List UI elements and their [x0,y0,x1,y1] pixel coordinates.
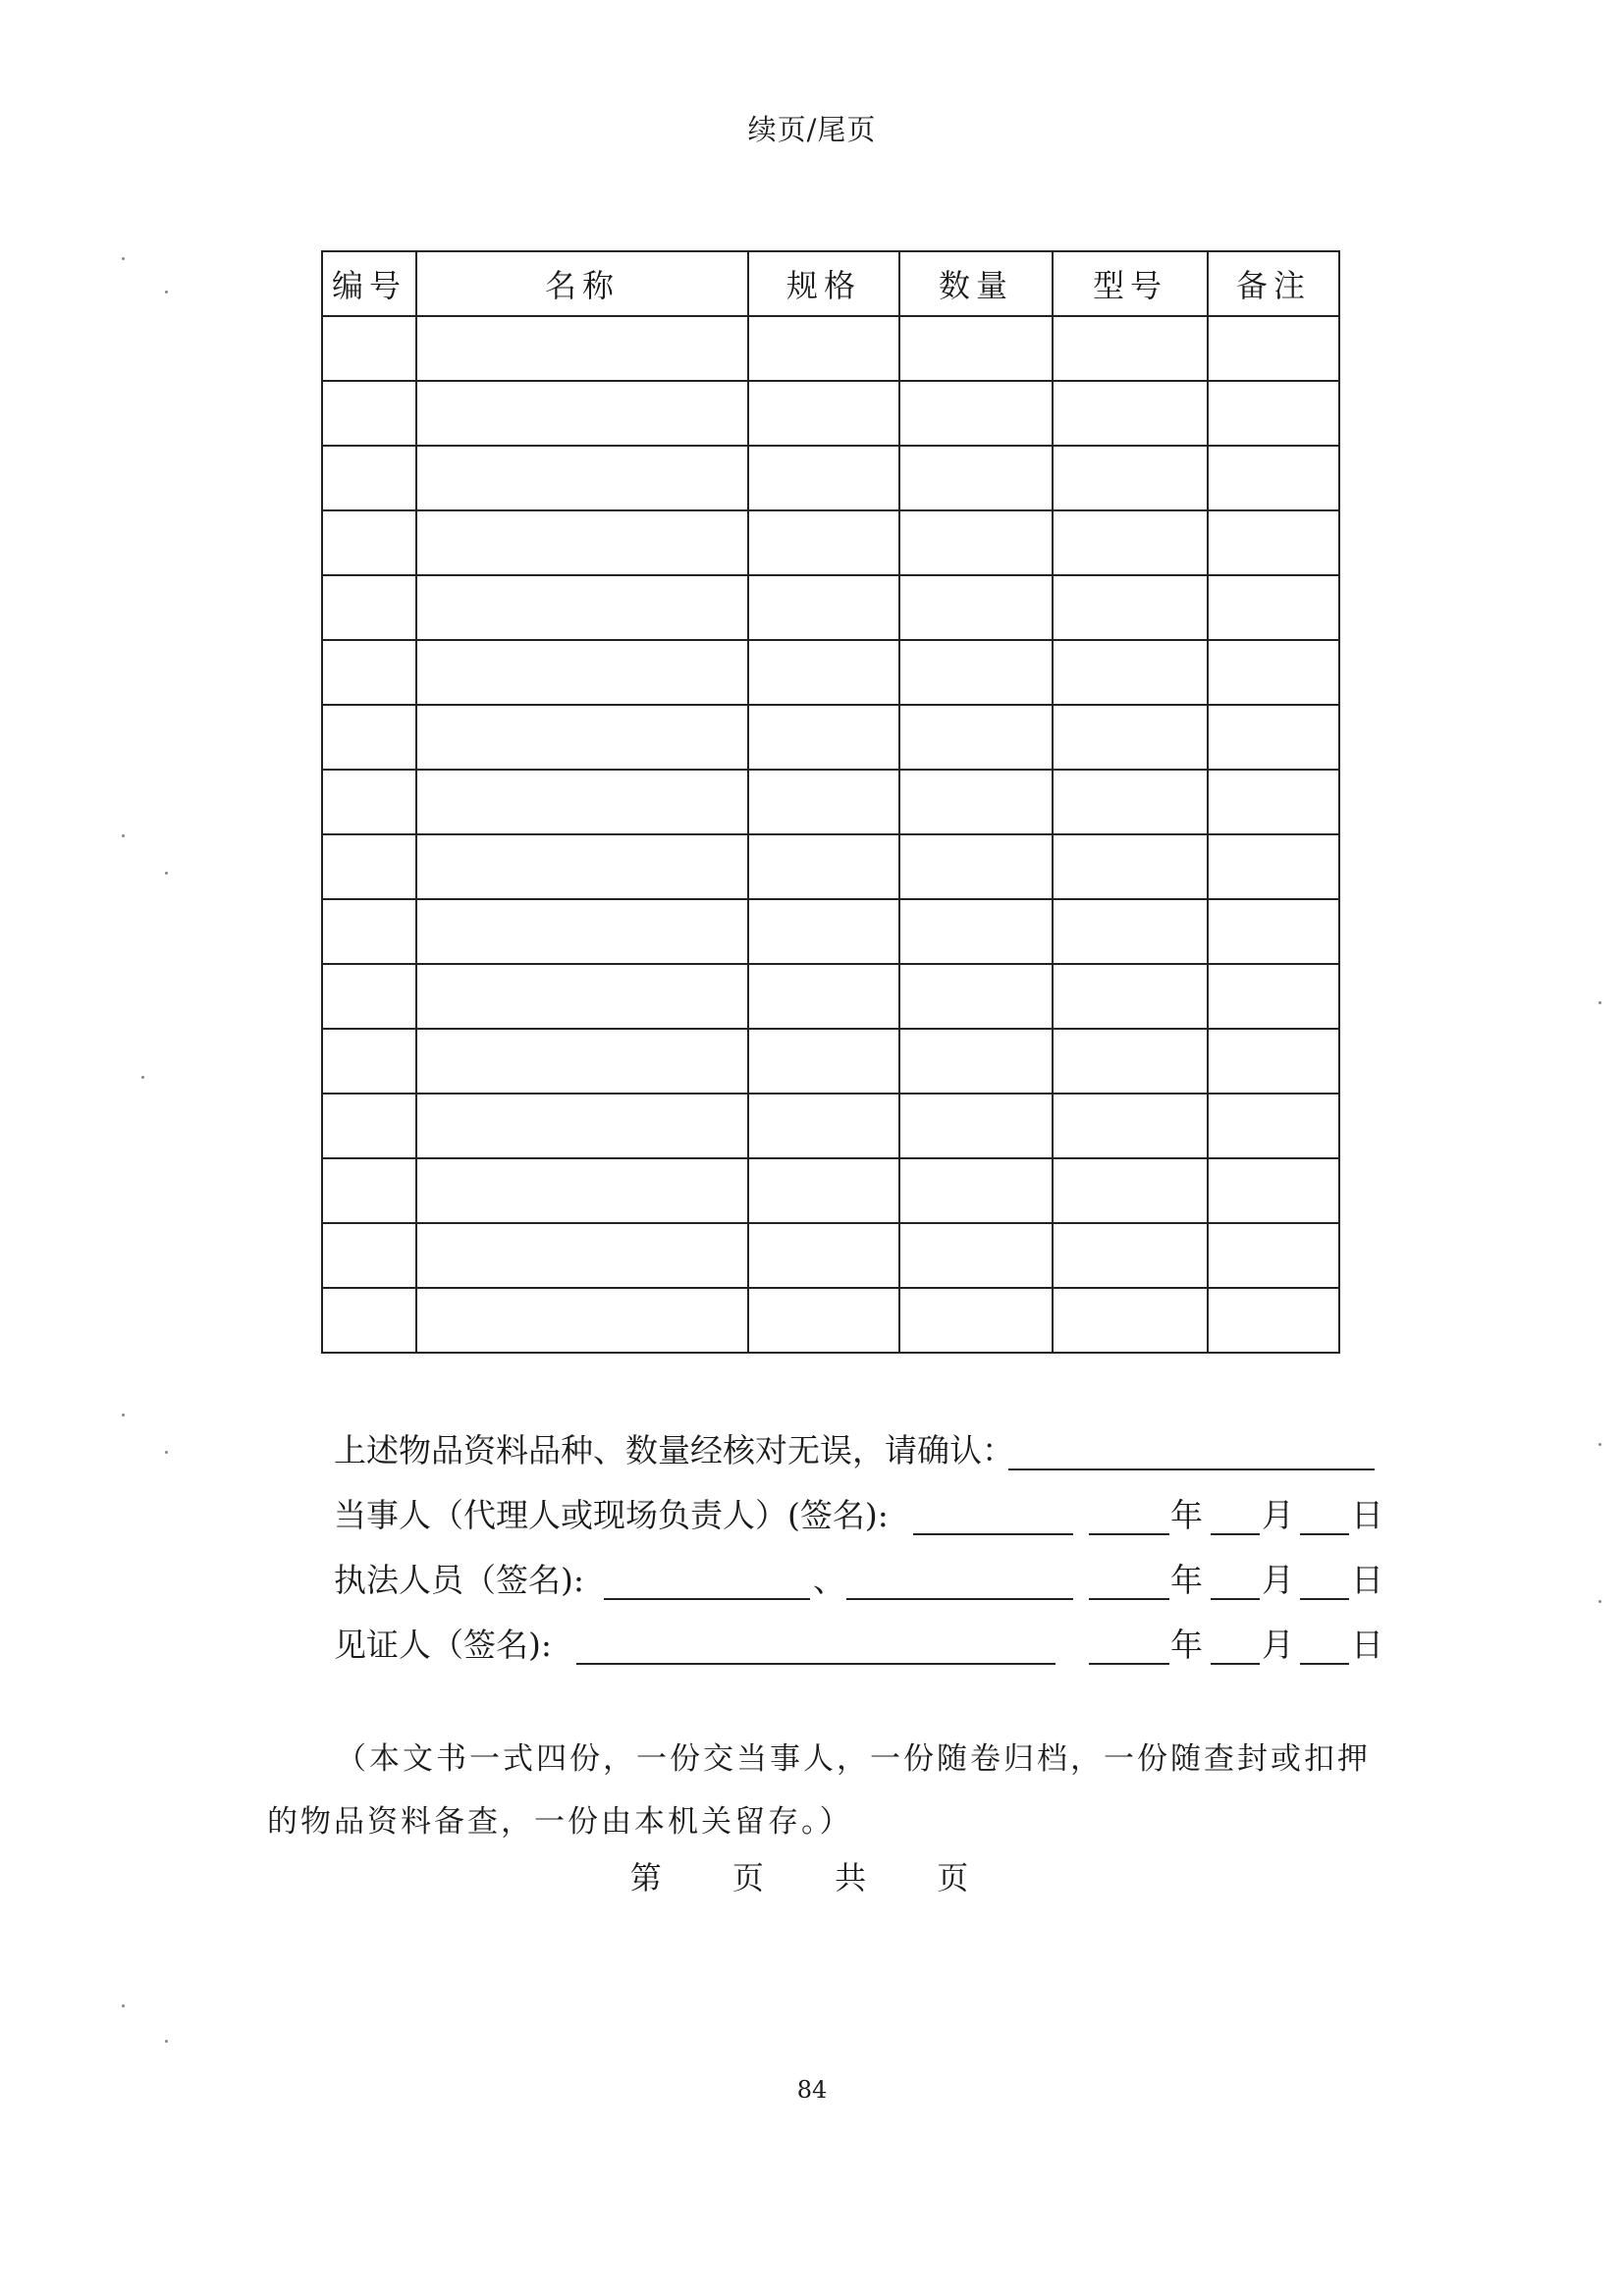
cell-spec[interactable] [748,1094,899,1158]
cell-name[interactable] [416,381,748,446]
cell-spec[interactable] [748,899,899,964]
cell-model[interactable] [1053,770,1208,834]
cell-remarks[interactable] [1208,770,1339,834]
cell-spec[interactable] [748,1158,899,1223]
scan-speck [165,291,168,294]
witness-year-label: 年 [1170,1626,1203,1664]
page-count: 第 页 共 页 [629,1859,995,1896]
scan-speck [141,1076,144,1079]
cell-model[interactable] [1053,575,1208,640]
table-row [322,316,1339,381]
cell-spec[interactable] [748,316,899,381]
cell-spec[interactable] [748,446,899,510]
cell-quantity[interactable] [899,381,1053,446]
table-row [322,640,1339,705]
scan-speck [1598,1600,1601,1603]
cell-quantity[interactable] [899,640,1053,705]
cell-number[interactable] [322,1029,416,1094]
cell-model[interactable] [1053,899,1208,964]
cell-number[interactable] [322,640,416,705]
cell-model[interactable] [1053,1094,1208,1158]
cell-name[interactable] [416,640,748,705]
cell-name[interactable] [416,1158,748,1223]
cell-quantity[interactable] [899,1029,1053,1094]
table-row [322,1029,1339,1094]
cell-quantity[interactable] [899,770,1053,834]
table-row [322,381,1339,446]
cell-number[interactable] [322,316,416,381]
officers-line [334,1548,1384,1613]
officers-year-label: 年 [1170,1561,1203,1599]
cell-remarks[interactable] [1208,705,1339,770]
column-header-quantity: 数量 [899,251,1053,316]
cell-model[interactable] [1053,1288,1208,1353]
cell-name[interactable] [416,1223,748,1288]
table-row [322,575,1339,640]
officers-day-line[interactable] [1300,1598,1349,1600]
party-month-line[interactable] [1211,1533,1260,1535]
page-number: 84 [796,2076,828,2104]
cell-model[interactable] [1053,510,1208,575]
cell-quantity[interactable] [899,705,1053,770]
column-header-spec: 规格 [748,251,899,316]
cell-name[interactable] [416,964,748,1029]
cell-remarks[interactable] [1208,510,1339,575]
witness-month-line[interactable] [1211,1663,1260,1665]
cell-quantity[interactable] [899,446,1053,510]
cell-remarks[interactable] [1208,446,1339,510]
scan-speck [1598,1001,1601,1004]
cell-name[interactable] [416,1288,748,1353]
officers-day-label: 日 [1351,1561,1383,1599]
witness-year-line[interactable] [1089,1663,1169,1665]
party-year-line[interactable] [1089,1533,1169,1535]
cell-model[interactable] [1053,446,1208,510]
cell-remarks[interactable] [1208,1223,1339,1288]
officers-separator: 、 [813,1561,845,1599]
cell-remarks[interactable] [1208,1094,1339,1158]
column-header-number: 编号 [322,251,416,316]
cell-number[interactable] [322,705,416,770]
cell-model[interactable] [1053,640,1208,705]
witness-day-label: 日 [1351,1626,1383,1664]
cell-model[interactable] [1053,1223,1208,1288]
scan-speck [165,1451,168,1454]
scan-speck [165,2040,168,2043]
party-line [334,1483,1384,1548]
table-body [322,316,1339,1353]
table-row [322,770,1339,834]
cell-quantity[interactable] [899,1288,1053,1353]
cell-number[interactable] [322,834,416,899]
scan-speck [165,872,168,875]
cell-spec[interactable] [748,770,899,834]
cell-number[interactable] [322,1288,416,1353]
cell-spec[interactable] [748,705,899,770]
cell-spec[interactable] [748,575,899,640]
table-row [322,1158,1339,1223]
table-row [322,705,1339,770]
cell-spec[interactable] [748,640,899,705]
cell-name[interactable] [416,834,748,899]
party-month-label: 月 [1262,1496,1294,1534]
cell-remarks[interactable] [1208,640,1339,705]
cell-name[interactable] [416,1094,748,1158]
cell-number[interactable] [322,770,416,834]
cell-quantity[interactable] [899,899,1053,964]
cell-name[interactable] [416,899,748,964]
column-header-model: 型号 [1053,251,1208,316]
party-label: 当事人（代理人或现场负责人）(签名): [334,1496,889,1534]
cell-name[interactable] [416,510,748,575]
column-header-name: 名称 [416,251,748,316]
cell-quantity[interactable] [899,964,1053,1029]
officers-month-line[interactable] [1211,1598,1260,1600]
party-year-label: 年 [1170,1496,1203,1534]
cell-model[interactable] [1053,381,1208,446]
scan-speck [1598,1443,1601,1446]
cell-number[interactable] [322,1158,416,1223]
cell-quantity[interactable] [899,575,1053,640]
table-row [322,1094,1339,1158]
cell-model[interactable] [1053,964,1208,1029]
officer-one-signature-line[interactable] [604,1598,810,1600]
cell-model[interactable] [1053,1158,1208,1223]
item-table [321,250,1340,1354]
cell-model[interactable] [1053,316,1208,381]
cell-remarks[interactable] [1208,381,1339,446]
cell-spec[interactable] [748,1288,899,1353]
cell-model[interactable] [1053,1029,1208,1094]
cell-spec[interactable] [748,381,899,446]
officers-month-label: 月 [1262,1561,1294,1599]
witness-month-label: 月 [1262,1626,1294,1664]
cell-name[interactable] [416,446,748,510]
table-row [322,899,1339,964]
cell-quantity[interactable] [899,316,1053,381]
cell-number[interactable] [322,446,416,510]
table-row [322,1288,1339,1353]
page-header: 续页/尾页 [747,113,877,146]
cell-name[interactable] [416,1029,748,1094]
table-row [322,964,1339,1029]
cell-number[interactable] [322,510,416,575]
officer-two-signature-line[interactable] [846,1598,1073,1600]
cell-spec[interactable] [748,1029,899,1094]
table-row [322,510,1339,575]
officers-year-line[interactable] [1089,1598,1169,1600]
party-day-line[interactable] [1300,1533,1349,1535]
officers-label: 执法人员（签名): [334,1561,584,1599]
cell-name[interactable] [416,575,748,640]
cell-model[interactable] [1053,834,1208,899]
cell-number[interactable] [322,964,416,1029]
party-signature-line[interactable] [913,1533,1073,1535]
confirm-signature-line[interactable] [1008,1468,1375,1470]
party-day-label: 日 [1351,1496,1383,1534]
cell-number[interactable] [322,1094,416,1158]
cell-model[interactable] [1053,705,1208,770]
cell-number[interactable] [322,899,416,964]
cell-remarks[interactable] [1208,1029,1339,1094]
cell-quantity[interactable] [899,1158,1053,1223]
cell-remarks[interactable] [1208,1158,1339,1223]
cell-spec[interactable] [748,1223,899,1288]
scan-speck [122,1414,125,1416]
cell-remarks[interactable] [1208,964,1339,1029]
cell-remarks[interactable] [1208,834,1339,899]
witness-signature-line[interactable] [576,1663,1056,1665]
table-row [322,446,1339,510]
cell-number[interactable] [322,575,416,640]
cell-name[interactable] [416,316,748,381]
confirm-statement-line [334,1418,1384,1483]
cell-number[interactable] [322,381,416,446]
scan-speck [122,257,125,260]
table-row [322,834,1339,899]
cell-name[interactable] [416,770,748,834]
column-header-remarks: 备注 [1208,251,1339,316]
cell-name[interactable] [416,705,748,770]
witness-day-line[interactable] [1300,1663,1349,1665]
cell-quantity[interactable] [899,510,1053,575]
table-header-row [322,251,1339,316]
cell-remarks[interactable] [1208,1288,1339,1353]
confirmation-section [334,1418,1384,1678]
cell-quantity[interactable] [899,834,1053,899]
witness-label: 见证人（签名): [334,1626,552,1664]
cell-quantity[interactable] [899,1094,1053,1158]
scan-speck [122,834,125,837]
cell-spec[interactable] [748,510,899,575]
cell-spec[interactable] [748,834,899,899]
cell-spec[interactable] [748,964,899,1029]
cell-remarks[interactable] [1208,316,1339,381]
witness-line [334,1613,1384,1678]
confirm-statement: 上述物品资料品种、数量经核对无误，请确认： [334,1431,1014,1469]
cell-number[interactable] [322,1223,416,1288]
scan-speck [122,2004,125,2007]
cell-quantity[interactable] [899,1223,1053,1288]
cell-remarks[interactable] [1208,899,1339,964]
document-note: （本文书一式四份，一份交当事人，一份随卷归档，一份随查封或扣押的物品资料备查，一份由本机关留存。） [267,1741,1371,1840]
cell-remarks[interactable] [1208,575,1339,640]
table-row [322,1223,1339,1288]
